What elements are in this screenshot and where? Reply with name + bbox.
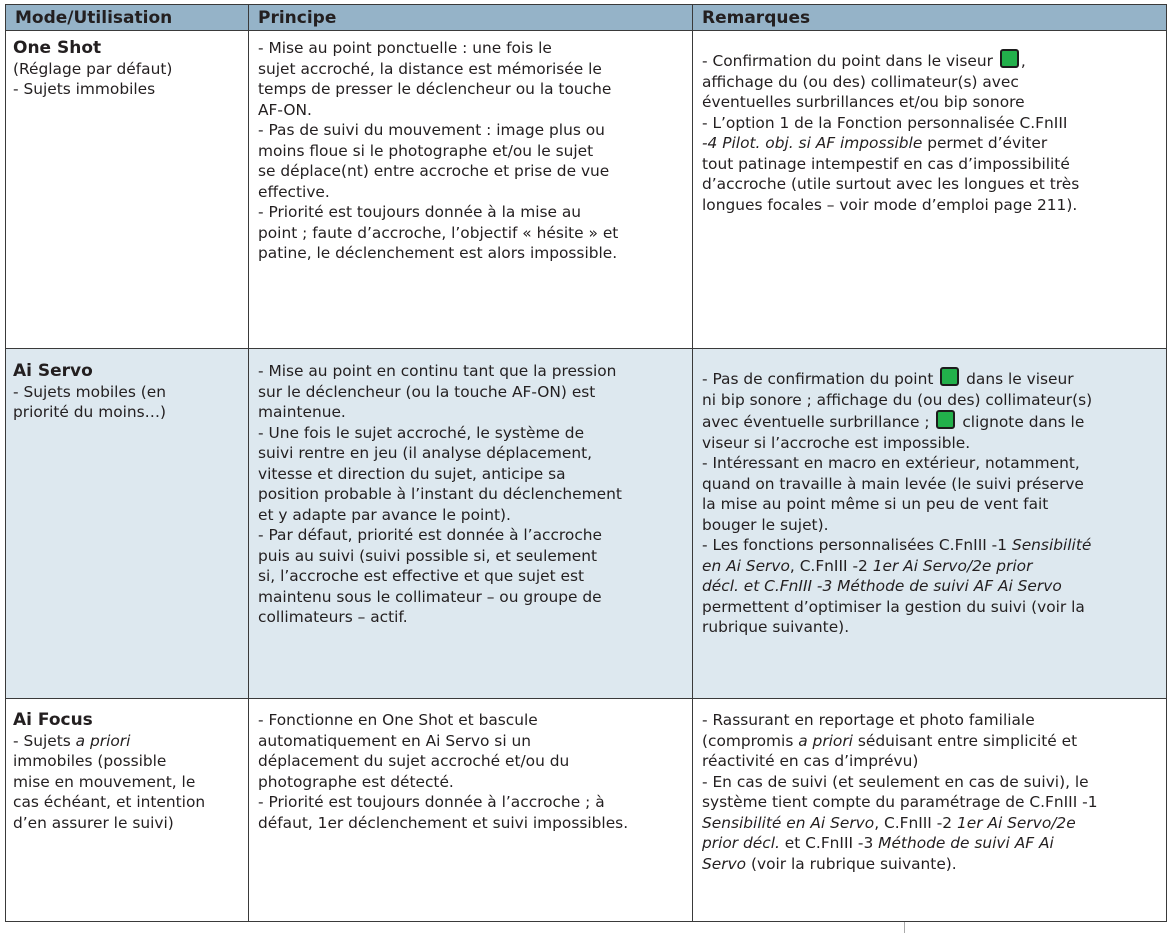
- usage-line: d’en assurer le suivi): [13, 813, 174, 832]
- principe-line: - Mise au point en continu tant que la pression: [258, 362, 617, 380]
- remarques-text: séduisant entre simplicité et: [852, 731, 1078, 750]
- remarques-italic: Sensibilité: [1011, 536, 1092, 554]
- principe-line: - Par défaut, priorité est donnée à l’accroche: [258, 526, 603, 544]
- usage-line: immobiles (possible: [13, 752, 167, 770]
- principe-line: si, l’accroche est effective et que sujet est: [258, 567, 585, 585]
- af-confirmation-icon: [940, 367, 959, 386]
- remarques-italic: Sensibilité en Ai Servo: [702, 813, 875, 832]
- remarques-text: dans le viseur: [961, 370, 1074, 388]
- remarques-line: viseur si l’accroche est impossible.: [702, 433, 971, 452]
- principe-line: AF-ON.: [258, 100, 312, 119]
- af-modes-table: [5, 4, 1167, 922]
- principe-line: défaut, 1er déclenchement et suivi impossibles.: [258, 813, 629, 832]
- header-row: [6, 5, 1167, 31]
- remarques-line: d’accroche (utile surtout avec les longues et très: [702, 175, 1080, 193]
- usage-line: - Sujets mobiles (en: [13, 382, 166, 401]
- remarques-italic: en Ai Servo: [702, 556, 790, 575]
- remarques-line: [702, 49, 1157, 72]
- remarques-line: réactivité en cas d’imprévu): [702, 752, 919, 770]
- principe-line: effective.: [258, 182, 330, 201]
- remarques-line: éventuelles surbrillances et/ou bip sonore: [702, 93, 1025, 111]
- principe-line: - Mise au point ponctuelle : une fois le: [258, 39, 552, 57]
- remarques-line: bouger le sujet).: [702, 515, 829, 534]
- principe-line: déplacement du sujet accroché et/ou du: [258, 752, 570, 770]
- remarques-line: [702, 576, 1157, 597]
- remarques-cell: [693, 699, 1167, 922]
- table-row-ai-servo: [6, 349, 1167, 699]
- principe-line: position probable à l’instant du déclenchement: [258, 485, 622, 503]
- page-mark: [904, 922, 905, 933]
- remarques-line: - L’option 1 de la Fonction personnalisée C.FnIII: [702, 113, 1068, 132]
- remarques-line: système tient compte du paramétrage de C.FnIII -1: [702, 793, 1098, 811]
- remarques-line: [702, 731, 1157, 752]
- principe-line: puis au suivi (suivi possible si, et seulement: [258, 546, 598, 565]
- remarques-line: longues focales – voir mode d’emploi page 211).: [702, 195, 1078, 214]
- remarques-line: rubrique suivante).: [702, 618, 850, 636]
- remarques-italic: -4 Pilot. obj. si AF impossible: [702, 134, 923, 152]
- usage-line: [13, 731, 239, 752]
- principe-line: collimateurs – actif.: [258, 608, 408, 626]
- principe-line: suivi rentre en jeu (il analyse déplacement,: [258, 444, 593, 462]
- principe-line: - Priorité est toujours donnée à l’accroche ; à: [258, 793, 605, 811]
- principe-line: sur le déclencheur (ou la touche AF-ON) est: [258, 382, 596, 401]
- remarques-text: , C.FnIII -2: [789, 556, 873, 575]
- principe-cell: [249, 31, 693, 349]
- remarques-line: [702, 410, 1157, 433]
- remarques-line: [702, 535, 1157, 556]
- remarques-italic: Servo: [702, 854, 747, 873]
- principe-line: - Fonctionne en One Shot et bascule: [258, 711, 538, 729]
- principe-line: - Pas de suivi du mouvement : image plus ou: [258, 121, 605, 139]
- usage-line: priorité du moins…): [13, 403, 167, 421]
- mode-title: Ai Focus: [13, 710, 93, 730]
- remarques-italic: Méthode de suivi AF Ai: [878, 834, 1054, 852]
- remarques-text: avec éventuelle surbrillance ;: [702, 413, 935, 431]
- remarques-text: (compromis: [702, 731, 799, 750]
- remarques-italic: 1er Ai Servo/2e: [956, 813, 1076, 832]
- remarques-text: et C.FnIII -3: [779, 834, 879, 852]
- remarques-line: permettent d’optimiser la gestion du suivi (voir la: [702, 597, 1085, 616]
- usage-line: mise en mouvement, le: [13, 772, 196, 791]
- principe-line: temps de presser le déclencheur ou la touche: [258, 80, 612, 98]
- principe-line: - Priorité est toujours donnée à la mise au: [258, 203, 582, 221]
- remarques-line: tout patinage intempestif en cas d’impossibilité: [702, 154, 1070, 173]
- principe-line: et y adapte par avance le point).: [258, 505, 511, 524]
- principe-line: vitesse et direction du sujet, anticipe sa: [258, 464, 566, 483]
- usage-line: (Réglage par défaut): [13, 59, 173, 78]
- remarques-cell: [693, 349, 1167, 699]
- principe-line: automatiquement en Ai Servo si un: [258, 731, 531, 750]
- principe-line: photographe est détecté.: [258, 772, 454, 791]
- table-row-ai-focus: [6, 699, 1167, 922]
- mode-title: One Shot: [13, 38, 102, 58]
- remarques-text: (voir la rubrique suivante).: [746, 854, 957, 873]
- remarques-line: [702, 854, 1157, 875]
- remarques-line: [702, 833, 1157, 854]
- remarques-line: [702, 133, 1157, 154]
- remarques-line: ni bip sonore ; affichage du (ou des) collimateur(s): [702, 390, 1093, 409]
- remarques-text: - Les fonctions personnalisées C.FnIII -1: [702, 536, 1012, 554]
- principe-line: moins floue si le photographe et/ou le sujet: [258, 141, 594, 160]
- usage-text: - Sujets: [13, 731, 76, 750]
- mode-title: Ai Servo: [13, 361, 93, 381]
- remarques-text: permet d’éviter: [922, 134, 1048, 152]
- mode-cell: [6, 349, 249, 699]
- remarques-line: - En cas de suivi (et seulement en cas de suivi), le: [702, 772, 1089, 791]
- table-row-one-shot: [6, 31, 1167, 349]
- usage-italic: a priori: [75, 731, 131, 750]
- remarques-line: la mise au point même si un peu de vent fait: [702, 495, 1049, 513]
- header-principe: Principe: [249, 5, 693, 31]
- principe-line: - Une fois le sujet accroché, le système de: [258, 423, 585, 442]
- remarques-text: ,: [1020, 52, 1026, 70]
- header-remarques: Remarques: [693, 5, 1167, 31]
- principe-line: maintenue.: [258, 403, 346, 421]
- af-confirmation-icon: [1000, 49, 1019, 68]
- principe-cell: [249, 349, 693, 699]
- principe-line: se déplace(nt) entre accroche et prise de vue: [258, 162, 610, 180]
- remarques-text: clignote dans le: [957, 413, 1085, 431]
- remarques-line: - Rassurant en reportage et photo familiale: [702, 711, 1035, 729]
- remarques-text: - Confirmation du point dans le viseur: [702, 52, 998, 70]
- remarques-line: [702, 367, 1157, 390]
- header-mode: Mode/Utilisation: [6, 5, 249, 31]
- mode-cell: [6, 31, 249, 349]
- usage-line: cas échéant, et intention: [13, 793, 206, 811]
- remarques-cell: [693, 31, 1167, 349]
- remarques-line: [702, 556, 1157, 577]
- usage-line: - Sujets immobiles: [13, 80, 156, 98]
- remarques-line: [702, 813, 1157, 834]
- remarques-italic: 1er Ai Servo/2e prior: [872, 556, 1033, 575]
- remarques-line: - Intéressant en macro en extérieur, notamment,: [702, 454, 1080, 472]
- principe-cell: [249, 699, 693, 922]
- remarques-text: , C.FnIII -2: [874, 813, 957, 832]
- remarques-italic: a priori: [798, 731, 853, 750]
- remarques-line: affichage du (ou des) collimateur(s) avec: [702, 72, 1019, 91]
- remarques-italic: prior décl.: [702, 834, 780, 852]
- principe-line: maintenu sous le collimateur – ou groupe de: [258, 587, 602, 606]
- remarques-text: - Pas de confirmation du point: [702, 370, 939, 388]
- principe-line: sujet accroché, la distance est mémorisée le: [258, 59, 602, 78]
- remarques-line: quand on travaille à main levée (le suivi préserve: [702, 474, 1084, 493]
- remarques-italic: décl. et C.FnIII -3 Méthode de suivi AF Ai Servo: [702, 577, 1062, 595]
- af-confirmation-icon: [936, 410, 955, 429]
- mode-cell: [6, 699, 249, 922]
- principe-line: patine, le déclenchement est alors impossible.: [258, 244, 618, 262]
- principe-line: point ; faute d’accroche, l’objectif « hésite » et: [258, 223, 619, 242]
